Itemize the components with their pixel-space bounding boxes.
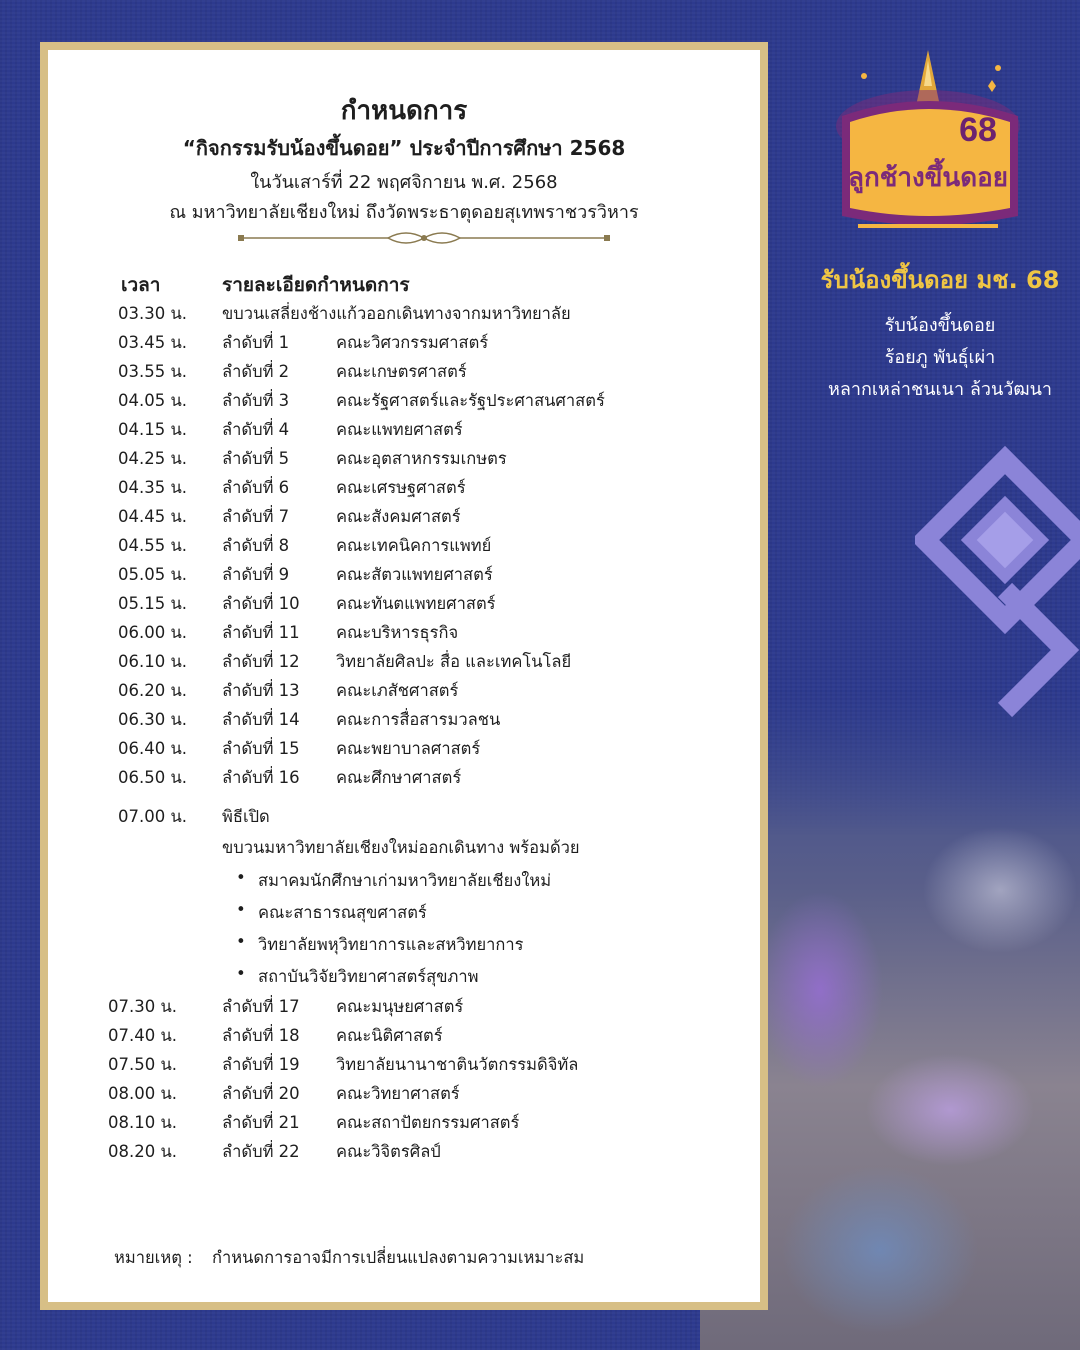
schedule-order: ลำดับที่ 15	[222, 739, 300, 758]
schedule-time: 04.35 น.	[118, 478, 188, 497]
event-logo	[828, 46, 1028, 236]
schedule-order: ลำดับที่ 1	[222, 333, 290, 352]
schedule-name: คณะบริหารธุรกิจ	[336, 623, 459, 642]
lanna-motif-icon	[915, 440, 1080, 720]
schedule-order: ขบวนเสลี่ยงช้างแก้วออกเดินทางจากมหาวิทยาลัย	[222, 304, 571, 323]
schedule-row	[48, 621, 760, 645]
schedule-time: 04.25 น.	[118, 449, 188, 468]
schedule-name: คณะพยาบาลศาสตร์	[336, 739, 481, 758]
schedule-order: ลำดับที่ 6	[222, 478, 290, 497]
sidebar-title: รับน้องขึ้นดอย มช. 68	[820, 266, 1060, 294]
note-label: หมายเหตุ :	[114, 1248, 193, 1267]
sidebar-line-1: รับน้องขึ้นดอย	[884, 315, 996, 336]
schedule-time: 08.00 น.	[108, 1084, 178, 1103]
schedule-order: ลำดับที่ 14	[222, 710, 300, 729]
schedule-name: คณะมนุษยศาสตร์	[336, 997, 464, 1016]
schedule-order: ลำดับที่ 20	[222, 1084, 300, 1103]
schedule-name: คณะทันตแพทยศาสตร์	[336, 594, 496, 613]
schedule-row	[48, 360, 760, 384]
schedule-name: คณะเทคนิคการแพทย์	[336, 536, 492, 555]
schedule-name: คณะอุตสาหกรรมเกษตร	[336, 449, 507, 468]
schedule-time: 07.30 น.	[108, 997, 178, 1016]
schedule-order: ลำดับที่ 7	[222, 507, 290, 526]
schedule-time: 06.20 น.	[118, 681, 188, 700]
ceremony-desc-row	[48, 836, 760, 860]
schedule-time: 08.10 น.	[108, 1113, 178, 1132]
schedule-row	[48, 331, 760, 355]
schedule-time: 07.40 น.	[108, 1026, 178, 1045]
schedule-order: ลำดับที่ 9	[222, 565, 290, 584]
ceremony-desc: ขบวนมหาวิทยาลัยเชียงใหม่ออกเดินทาง พร้อมด้วย	[222, 838, 580, 857]
schedule-row	[48, 650, 760, 674]
schedule-order: ลำดับที่ 16	[222, 768, 300, 787]
ceremony-item: • วิทยาลัยพหุวิทยาการและสหวิทยาการ	[258, 932, 524, 958]
schedule-time: 06.10 น.	[118, 652, 188, 671]
schedule-time: 05.05 น.	[118, 565, 188, 584]
note	[114, 1245, 584, 1271]
schedule-row	[48, 534, 760, 558]
schedule-name: วิทยาลัยศิลปะ สื่อ และเทคโนโลยี	[336, 652, 572, 671]
schedule-time: 04.55 น.	[118, 536, 188, 555]
schedule-row	[48, 563, 760, 587]
schedule-order: ลำดับที่ 21	[222, 1113, 300, 1132]
schedule-row	[48, 476, 760, 500]
schedule-time: 06.50 น.	[118, 768, 188, 787]
schedule-name: คณะสัตวแพทยศาสตร์	[336, 565, 493, 584]
schedule-order: ลำดับที่ 8	[222, 536, 290, 555]
schedule-order: ลำดับที่ 2	[222, 362, 290, 381]
event-date: ในวันเสาร์ที่ 22 พฤศจิกายน พ.ศ. 2568	[250, 172, 558, 193]
schedule-time: 04.15 น.	[118, 420, 188, 439]
schedule-row	[48, 737, 760, 761]
schedule-name: คณะสังคมศาสตร์	[336, 507, 461, 526]
column-time-header: เวลา	[121, 274, 161, 296]
schedule-row	[48, 447, 760, 471]
event-place: ณ มหาวิทยาลัยเชียงใหม่ ถึงวัดพระธาตุดอยสุเทพราชวรวิหาร	[169, 202, 639, 223]
sidebar-line-2: ร้อยภู พันธุ์เผ่า	[884, 347, 996, 368]
event-title: “กิจกรรมรับน้องขึ้นดอย” ประจำปีการศึกษา 2568	[182, 136, 626, 160]
column-detail-header: รายละเอียดกำหนดการ	[222, 274, 410, 296]
schedule-name: คณะนิติศาสตร์	[336, 1026, 443, 1045]
schedule-time: 06.30 น.	[118, 710, 188, 729]
schedule-name: คณะรัฐศาสตร์และรัฐประศาสนศาสตร์	[336, 391, 605, 410]
schedule-time: 04.05 น.	[118, 391, 188, 410]
schedule-order: ลำดับที่ 4	[222, 420, 290, 439]
schedule-row	[48, 1082, 760, 1106]
schedule-name: คณะเศรษฐศาสตร์	[336, 478, 466, 497]
schedule-row	[48, 766, 760, 790]
schedule-order: ลำดับที่ 17	[222, 997, 300, 1016]
schedule-order: ลำดับที่ 18	[222, 1026, 300, 1045]
schedule-row	[48, 1111, 760, 1135]
schedule-order: ลำดับที่ 19	[222, 1055, 300, 1074]
logo-number: 68	[959, 111, 997, 149]
schedule-time: 08.20 น.	[108, 1142, 178, 1161]
schedule-name: คณะเภสัชศาสตร์	[336, 681, 459, 700]
schedule-row	[48, 418, 760, 442]
sidebar-line-3: หลากเหล่าชนเนา ล้วนวัฒนา	[827, 379, 1053, 400]
schedule-time: 06.40 น.	[118, 739, 188, 758]
schedule-row	[48, 708, 760, 732]
schedule-name: คณะเกษตรศาสตร์	[336, 362, 467, 381]
schedule-name: คณะศึกษาศาสตร์	[336, 768, 462, 787]
ceremony-row	[48, 805, 760, 829]
schedule-row	[48, 389, 760, 413]
schedule-order: ลำดับที่ 5	[222, 449, 290, 468]
schedule-row	[48, 1024, 760, 1048]
schedule-time: 04.45 น.	[118, 507, 188, 526]
page-title: กำหนดการ	[340, 96, 468, 126]
schedule-name: คณะวิศวกรรมศาสตร์	[336, 333, 489, 352]
schedule-order: ลำดับที่ 22	[222, 1142, 300, 1161]
ceremony-item: • คณะสาธารณสุขศาสตร์	[258, 900, 427, 926]
schedule-time: 06.00 น.	[118, 623, 188, 642]
logo-text: ลูกช้างขึ้นดอย	[848, 163, 1008, 193]
schedule-order: ลำดับที่ 11	[222, 623, 300, 642]
schedule-order: ลำดับที่ 13	[222, 681, 300, 700]
ceremony-item: • สถาบันวิจัยวิทยาศาสตร์สุขภาพ	[258, 964, 479, 990]
schedule-time: 05.15 น.	[118, 594, 188, 613]
schedule-time: 03.30 น.	[118, 304, 188, 323]
schedule-name: คณะการสื่อสารมวลชน	[336, 710, 501, 729]
schedule-row	[48, 505, 760, 529]
schedule-row	[48, 592, 760, 616]
schedule-row	[48, 302, 760, 326]
ceremony-item: • สมาคมนักศึกษาเก่ามหาวิทยาลัยเชียงใหม่	[258, 868, 551, 894]
schedule-row	[48, 679, 760, 703]
schedule-row	[48, 1053, 760, 1077]
schedule-name: คณะวิทยาศาสตร์	[336, 1084, 460, 1103]
schedule-row	[48, 995, 760, 1019]
schedule-order: ลำดับที่ 10	[222, 594, 300, 613]
schedule-time: 03.55 น.	[118, 362, 188, 381]
schedule-card	[40, 42, 768, 1310]
schedule-name: วิทยาลัยนานาชาตินวัตกรรมดิจิทัล	[336, 1055, 579, 1074]
schedule-time: 07.50 น.	[108, 1055, 178, 1074]
schedule-name: คณะสถาปัตยกรรมศาสตร์	[336, 1113, 520, 1132]
schedule-name: คณะวิจิตรศิลป์	[336, 1142, 441, 1161]
ceremony-title: พิธีเปิด	[222, 807, 270, 826]
schedule-order: ลำดับที่ 3	[222, 391, 290, 410]
note-text: กำหนดการอาจมีการเปลี่ยนแปลงตามความเหมาะสม	[211, 1248, 585, 1267]
ornament-divider-icon	[238, 230, 610, 246]
ceremony-time: 07.00 น.	[118, 807, 188, 826]
schedule-time: 03.45 น.	[118, 333, 188, 352]
schedule-row	[48, 1140, 760, 1164]
schedule-name: คณะแพทยศาสตร์	[336, 420, 463, 439]
schedule-order: ลำดับที่ 12	[222, 652, 300, 671]
